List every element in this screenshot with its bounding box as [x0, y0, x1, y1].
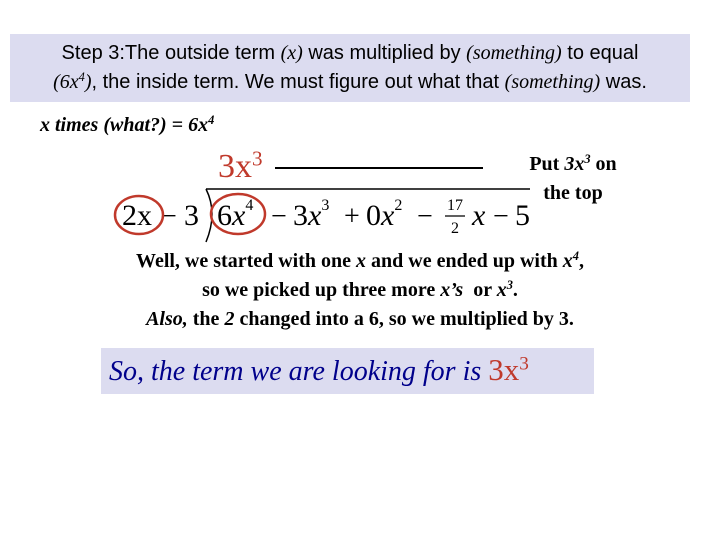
question-equation: x times (what?) = $6x^4$	[40, 113, 215, 136]
header-term-6x: $(6x^4)$	[53, 70, 92, 93]
header-line-2	[10, 71, 690, 94]
header-text: was multiplied by	[302, 42, 467, 64]
header-line-1	[10, 42, 690, 65]
dividend-term-3: $0x^2$	[366, 197, 403, 232]
dividend-term-2: $3x^3$	[293, 197, 330, 232]
note-line-1: Put $3x^3$ on	[529, 152, 617, 175]
header-something: (something)	[504, 71, 601, 93]
header-text: , the inside term. We must figure out what that	[91, 71, 505, 93]
dividend-op-4: −	[493, 201, 509, 232]
dividend-op-1: −	[271, 201, 287, 232]
quotient-line	[275, 167, 483, 169]
explanation	[40, 247, 680, 334]
quotient-term: $3x^3$	[218, 146, 263, 185]
long-division	[100, 180, 540, 246]
dividend-op-2: +	[344, 201, 360, 232]
conclusion-text: So, the term we are looking for is $3x^3$	[109, 352, 529, 387]
explanation-line-1: Well, we started with one x and we ended up with $x^4$,	[136, 249, 584, 272]
header-something: (something)	[466, 42, 562, 64]
dividend-term-5: 5	[515, 199, 530, 232]
fraction-denominator: 2	[451, 220, 459, 237]
explanation-line-2: so we picked up three more x’s or $x^3$.	[202, 278, 518, 301]
header-text: Step 3:The outside term	[61, 42, 281, 64]
divisor-term: 2x	[122, 199, 152, 232]
dividend-term-4-var: x	[472, 199, 486, 232]
explanation-line-3: Also, the 2 changed into a 6, so we multiplied by 3.	[146, 308, 574, 330]
conclusion-box	[101, 348, 594, 394]
divisor-constant: 3	[184, 199, 199, 232]
fraction-numerator: 17	[447, 197, 463, 214]
conclusion-term: $3x^3$	[488, 352, 529, 387]
header-text: was.	[600, 71, 647, 93]
header-text: to equal	[561, 42, 639, 64]
step-header	[10, 34, 690, 102]
divisor-sign: −	[161, 201, 177, 232]
note-line-2: the top	[543, 182, 603, 204]
dividend-term-1: $6x^4$	[217, 197, 254, 232]
dividend-op-3: −	[417, 201, 433, 232]
header-term-x: (x)	[280, 42, 303, 64]
